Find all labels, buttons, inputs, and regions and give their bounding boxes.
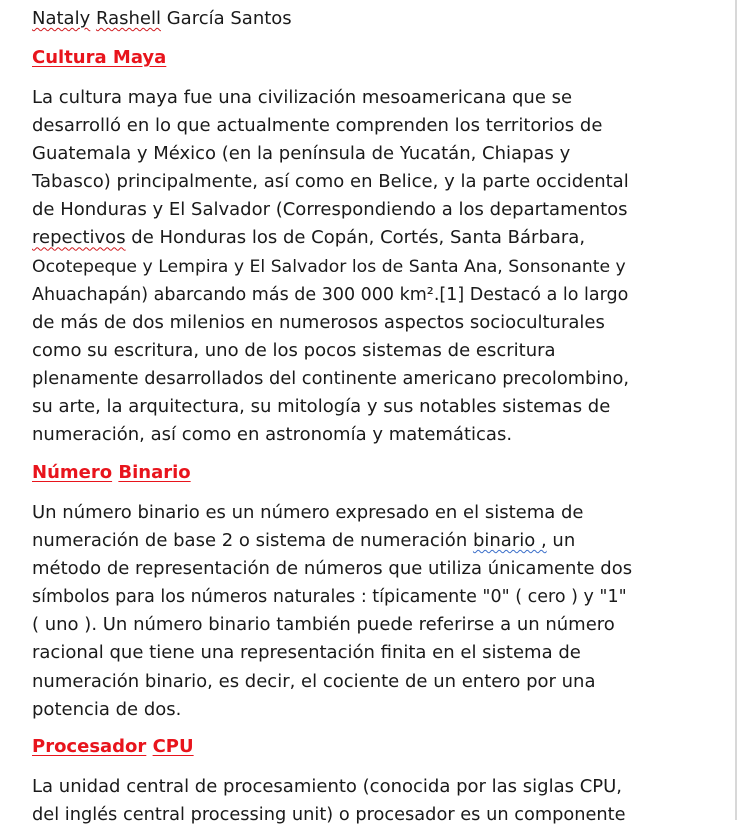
paragraph-procesador-cpu bbox=[32, 773, 632, 829]
grammar-flag: binario , bbox=[472, 530, 547, 552]
heading-procesador-cpu: Procesador CPU bbox=[32, 736, 194, 757]
paragraph-line: racional que tiene una representación finita en el sistema de bbox=[32, 642, 581, 664]
paragraph-line: numeración de base 2 o sistema de numeración binario , un bbox=[32, 530, 576, 552]
misspelled-word: repectivos bbox=[32, 227, 126, 249]
paragraph-line: La unidad central de procesamiento (conocida por las siglas CPU, bbox=[32, 776, 623, 797]
paragraph-line: símbolos para los números naturales : típicamente "0" ( cero ) y "1" bbox=[32, 587, 627, 608]
heading-numero-binario: Número Binario bbox=[32, 462, 191, 483]
paragraph-line: repectivos de Honduras los de Copán, Cortés, Santa Bárbara, bbox=[32, 227, 586, 249]
paragraph-line: Ocotepeque y Lempira y El Salvador los de Santa Ana, Sonsonante y bbox=[32, 256, 626, 277]
paragraph-line: plenamente desarrollados del continente americano precolombino, bbox=[32, 368, 629, 389]
paragraph-cultura-maya bbox=[32, 84, 632, 449]
paragraph-line: Un número binario es un número expresado en el sistema de bbox=[32, 502, 584, 523]
paragraph-line: del inglés central processing unit) o procesador es un componente bbox=[32, 805, 626, 826]
paragraph-numero-binario bbox=[32, 499, 632, 724]
paragraph-line: de Honduras y El Salvador (Correspondiendo a los departamentos bbox=[32, 199, 628, 221]
paragraph-line: La cultura maya fue una civilización mesoamericana que se bbox=[32, 87, 573, 108]
author-surnames: García Santos bbox=[166, 8, 292, 29]
paragraph-line: desarrolló en lo que actualmente comprenden los territorios de bbox=[32, 115, 603, 137]
author-line bbox=[32, 7, 292, 31]
author-first-name: Nataly bbox=[32, 8, 91, 29]
heading-cultura-maya: Cultura Maya bbox=[32, 47, 167, 68]
paragraph-line: de más de dos milenios en numerosos aspectos socioculturales bbox=[32, 311, 605, 333]
paragraph-line: Guatemala y México (en la península de Yucatán, Chiapas y bbox=[32, 143, 571, 165]
paragraph-line: ( uno ). Un número binario también puede referirse a un número bbox=[32, 614, 615, 636]
paragraph-line: Ahuachapán) abarcando más de 300 000 km².[1] Destacó a lo largo bbox=[32, 284, 629, 305]
paragraph-line: su arte, la arquitectura, su mitología y sus notables sistemas de bbox=[32, 396, 611, 418]
paragraph-line: método de representación de números que utiliza únicamente dos bbox=[32, 558, 633, 580]
paragraph-line: numeración, así como en astronomía y matemáticas. bbox=[32, 424, 513, 446]
paragraph-line: como su escritura, uno de los pocos sistemas de escritura bbox=[32, 339, 556, 361]
paragraph-line: Tabasco) principalmente, así como en Belice, y la parte occidental bbox=[32, 171, 629, 193]
paragraph-line: potencia de dos. bbox=[32, 698, 182, 720]
paragraph-line: numeración binario, es decir, el cociente de un entero por una bbox=[32, 670, 596, 692]
author-second-name: Rashell bbox=[95, 8, 161, 29]
